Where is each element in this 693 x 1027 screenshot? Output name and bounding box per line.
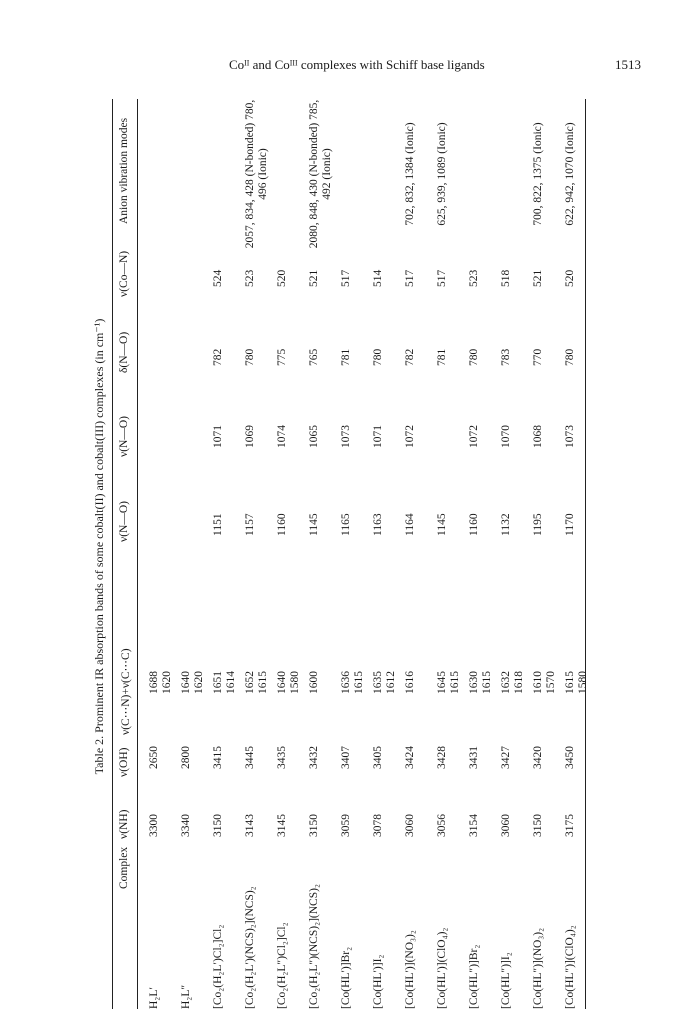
cell-nh: 3056 [436, 814, 448, 837]
table-bottom-rule [585, 99, 586, 1009]
cell-no2: 1070 [500, 425, 512, 448]
header-anion-modes: Anion vibration modes [118, 117, 130, 224]
header-nu-con: ν(Co—N) [118, 250, 130, 297]
cell-anion: 2080, 848, 430 (N-bonded) 785, 492 (Ionic) [308, 99, 333, 249]
cell-cn-value: 1632 [500, 671, 512, 694]
cell-nh: 3154 [468, 814, 480, 837]
cell-cn [532, 671, 558, 694]
cell-nh: 3060 [404, 814, 416, 837]
cell-cn-value: 1640 [276, 671, 288, 694]
cell-complex: [Co(HL′)](NO₃)₂ [404, 930, 416, 1009]
cell-oh: 3431 [468, 746, 480, 769]
cell-con: 517 [404, 269, 416, 287]
cell-con: 524 [212, 269, 224, 287]
cell-oh: 3415 [212, 746, 224, 769]
header-nu-nh: ν(NH) [118, 809, 130, 839]
cell-no2: 1065 [308, 425, 320, 448]
cell-complex: [Co(HL′)]Br₂ [340, 946, 352, 1009]
cell-oh: 3432 [308, 746, 320, 769]
cell-cn-value: 1615 [449, 671, 461, 694]
cell-cn-value: 1614 [225, 671, 237, 694]
cell-complex: [Co₂(H₂L″)(NCS)₂](NCS)₂ [308, 884, 320, 1009]
cell-oh: 3427 [500, 746, 512, 769]
cell-dno: 780 [468, 348, 480, 366]
cell-complex: H₂L′ [148, 987, 160, 1009]
header-nu-no-1: ν(N—O) [118, 501, 130, 542]
header-nu-no-2: ν(N—O) [118, 416, 130, 457]
cell-cn [564, 671, 590, 694]
cell-complex: [Co(HL″)]I₂ [500, 952, 512, 1009]
cell-cn-value: 1635 [372, 671, 384, 694]
cell-dno: 780 [564, 348, 576, 366]
cell-nh: 3150 [308, 814, 320, 837]
cell-dno: 781 [436, 348, 448, 366]
cell-complex: [Co(HL″)](ClO₄)₂ [564, 925, 576, 1009]
cell-cn-value: 1570 [545, 671, 557, 694]
table-row [276, 99, 310, 1009]
cell-nh: 3300 [148, 814, 160, 837]
cell-cn-value: 1645 [436, 671, 448, 694]
cell-oh: 3420 [532, 746, 544, 769]
cell-dno: 781 [340, 348, 352, 366]
cell-no2: 1071 [212, 425, 224, 448]
rotated-table [92, 84, 612, 1009]
table-row [212, 99, 246, 1009]
cell-no2: 1068 [532, 425, 544, 448]
cell-cn [244, 671, 270, 694]
table-row [180, 99, 214, 1009]
running-title: Coᴵᴵ and Coᴵᴵᴵ complexes with Schiff base ligands [229, 57, 485, 72]
cell-dno: 765 [308, 348, 320, 366]
cell-con: 523 [468, 269, 480, 287]
header-delta-no: δ(N—O) [118, 331, 130, 373]
cell-cn-value: 1615 [481, 671, 493, 694]
cell-complex: [Co₂(H₂L′)Cl₂]Cl₂ [212, 924, 224, 1009]
cell-oh: 2800 [180, 746, 192, 769]
cell-no2: 1072 [468, 425, 480, 448]
cell-no1: 1145 [436, 513, 448, 536]
cell-cn-value: 1615 [564, 671, 576, 694]
table-row [372, 99, 406, 1009]
cell-con: 523 [244, 269, 256, 287]
cell-dno: 770 [532, 348, 544, 366]
cell-con: 517 [340, 269, 352, 287]
cell-no1: 1132 [500, 513, 512, 536]
cell-no1: 1151 [212, 513, 224, 536]
table-row [564, 99, 598, 1009]
cell-complex: [Co(HL′)](ClO₄)₂ [436, 927, 448, 1009]
cell-cn [212, 671, 238, 694]
cell-nh: 3150 [212, 814, 224, 837]
cell-nh: 3145 [276, 814, 288, 837]
cell-anion: 702, 832, 1384 (Ionic) [404, 122, 416, 226]
cell-no1: 1170 [564, 513, 576, 536]
cell-no1: 1160 [468, 513, 480, 536]
cell-cn [468, 671, 494, 694]
header-nu-oh: ν(OH) [118, 747, 130, 777]
cell-cn [372, 671, 398, 694]
cell-dno: 775 [276, 348, 288, 366]
cell-con: 520 [276, 269, 288, 287]
cell-oh: 3407 [340, 746, 352, 769]
cell-nh: 3340 [180, 814, 192, 837]
header-complex: Complex [118, 846, 130, 889]
table-row [340, 99, 374, 1009]
cell-oh: 3445 [244, 746, 256, 769]
cell-cn-value: 1610 [532, 671, 544, 694]
cell-cn-value: 1618 [513, 671, 525, 694]
cell-cn [148, 671, 174, 694]
cell-cn-value: 1636 [340, 671, 352, 694]
cell-nh: 3150 [532, 814, 544, 837]
cell-dno: 783 [500, 348, 512, 366]
cell-cn-value: 1580 [577, 671, 589, 694]
cell-cn [180, 671, 206, 694]
cell-complex: H₂L″ [180, 984, 192, 1009]
cell-cn-value: 1616 [404, 671, 416, 694]
cell-no2: 1074 [276, 425, 288, 448]
table-caption: Table 2. Prominent IR absorption bands of some cobalt(II) and cobalt(III) complexes (in cm⁻¹) [92, 318, 106, 775]
cell-con: 521 [308, 269, 320, 287]
cell-oh: 3450 [564, 746, 576, 769]
table-row [468, 99, 502, 1009]
cell-no2: 1069 [244, 425, 256, 448]
cell-con: 520 [564, 269, 576, 287]
cell-con: 521 [532, 269, 544, 287]
cell-cn [404, 671, 417, 694]
page-number: 1513 [615, 57, 641, 72]
cell-cn-value: 1615 [353, 671, 365, 694]
table-row [404, 99, 438, 1009]
cell-no1: 1164 [404, 513, 416, 536]
cell-oh: 2650 [148, 746, 160, 769]
cell-cn [436, 671, 462, 694]
cell-cn-value: 1612 [385, 671, 397, 694]
cell-complex: [Co₂(H₂L″)Cl₂]Cl₂ [276, 922, 288, 1009]
cell-cn-value: 1688 [148, 671, 160, 694]
cell-nh: 3059 [340, 814, 352, 837]
cell-anion: 700, 822, 1375 (Ionic) [532, 122, 544, 226]
cell-dno: 780 [372, 348, 384, 366]
cell-cn [340, 671, 366, 694]
cell-oh: 3424 [404, 746, 416, 769]
table-row [532, 99, 566, 1009]
cell-complex: [Co(HL″)](NO₃)₂ [532, 927, 544, 1009]
cell-no1: 1160 [276, 513, 288, 536]
cell-nh: 3175 [564, 814, 576, 837]
cell-no2: 1072 [404, 425, 416, 448]
cell-cn [308, 671, 321, 694]
cell-cn-value: 1630 [468, 671, 480, 694]
cell-anion: 622, 942, 1070 (Ionic) [564, 122, 576, 226]
running-head [0, 54, 693, 78]
cell-no1: 1165 [340, 513, 352, 536]
cell-nh: 3060 [500, 814, 512, 837]
cell-anion: 625, 939, 1089 (Ionic) [436, 122, 448, 226]
cell-oh: 3435 [276, 746, 288, 769]
cell-oh: 3405 [372, 746, 384, 769]
cell-no2: 1073 [564, 425, 576, 448]
cell-nh: 3078 [372, 814, 384, 837]
cell-cn-value: 1600 [308, 671, 320, 694]
cell-cn-value: 1652 [244, 671, 256, 694]
cell-nh: 3143 [244, 814, 256, 837]
table-row [436, 99, 470, 1009]
cell-complex: [Co₂(H₂L′)(NCS)₂](NCS)₂ [244, 886, 256, 1009]
cell-cn-value: 1651 [212, 671, 224, 694]
table-row [500, 99, 534, 1009]
cell-cn-value: 1620 [193, 671, 205, 694]
cell-cn-value: 1620 [161, 671, 173, 694]
cell-complex: [Co(HL″)]Br₂ [468, 944, 480, 1009]
cell-con: 518 [500, 269, 512, 287]
cell-dno: 782 [404, 348, 416, 366]
cell-anion: 2057, 834, 428 (N-bonded) 780, 496 (Ionic) [244, 99, 269, 249]
cell-no1: 1163 [372, 513, 384, 536]
cell-cn-value: 1615 [257, 671, 269, 694]
cell-complex: [Co(HL′)]I₂ [372, 954, 384, 1009]
cell-no2: 1073 [340, 425, 352, 448]
cell-dno: 780 [244, 348, 256, 366]
cell-dno: 782 [212, 348, 224, 366]
cell-cn [276, 671, 302, 694]
table-row [244, 99, 278, 1009]
cell-cn-value: 1640 [180, 671, 192, 694]
table-row [308, 99, 342, 1009]
cell-oh: 3428 [436, 746, 448, 769]
table-header-rule [137, 99, 138, 1009]
cell-con: 517 [436, 269, 448, 287]
cell-con: 514 [372, 269, 384, 287]
table-row [148, 99, 182, 1009]
table-top-rule [112, 99, 113, 1009]
cell-cn [500, 671, 526, 694]
header-nu-cn: ν(C⋯N)+ν(C⋯C) [120, 648, 132, 735]
cell-cn-value: 1580 [289, 671, 301, 694]
cell-no1: 1145 [308, 513, 320, 536]
cell-no1: 1157 [244, 513, 256, 536]
cell-no2: 1071 [372, 425, 384, 448]
cell-no1: 1195 [532, 513, 544, 536]
